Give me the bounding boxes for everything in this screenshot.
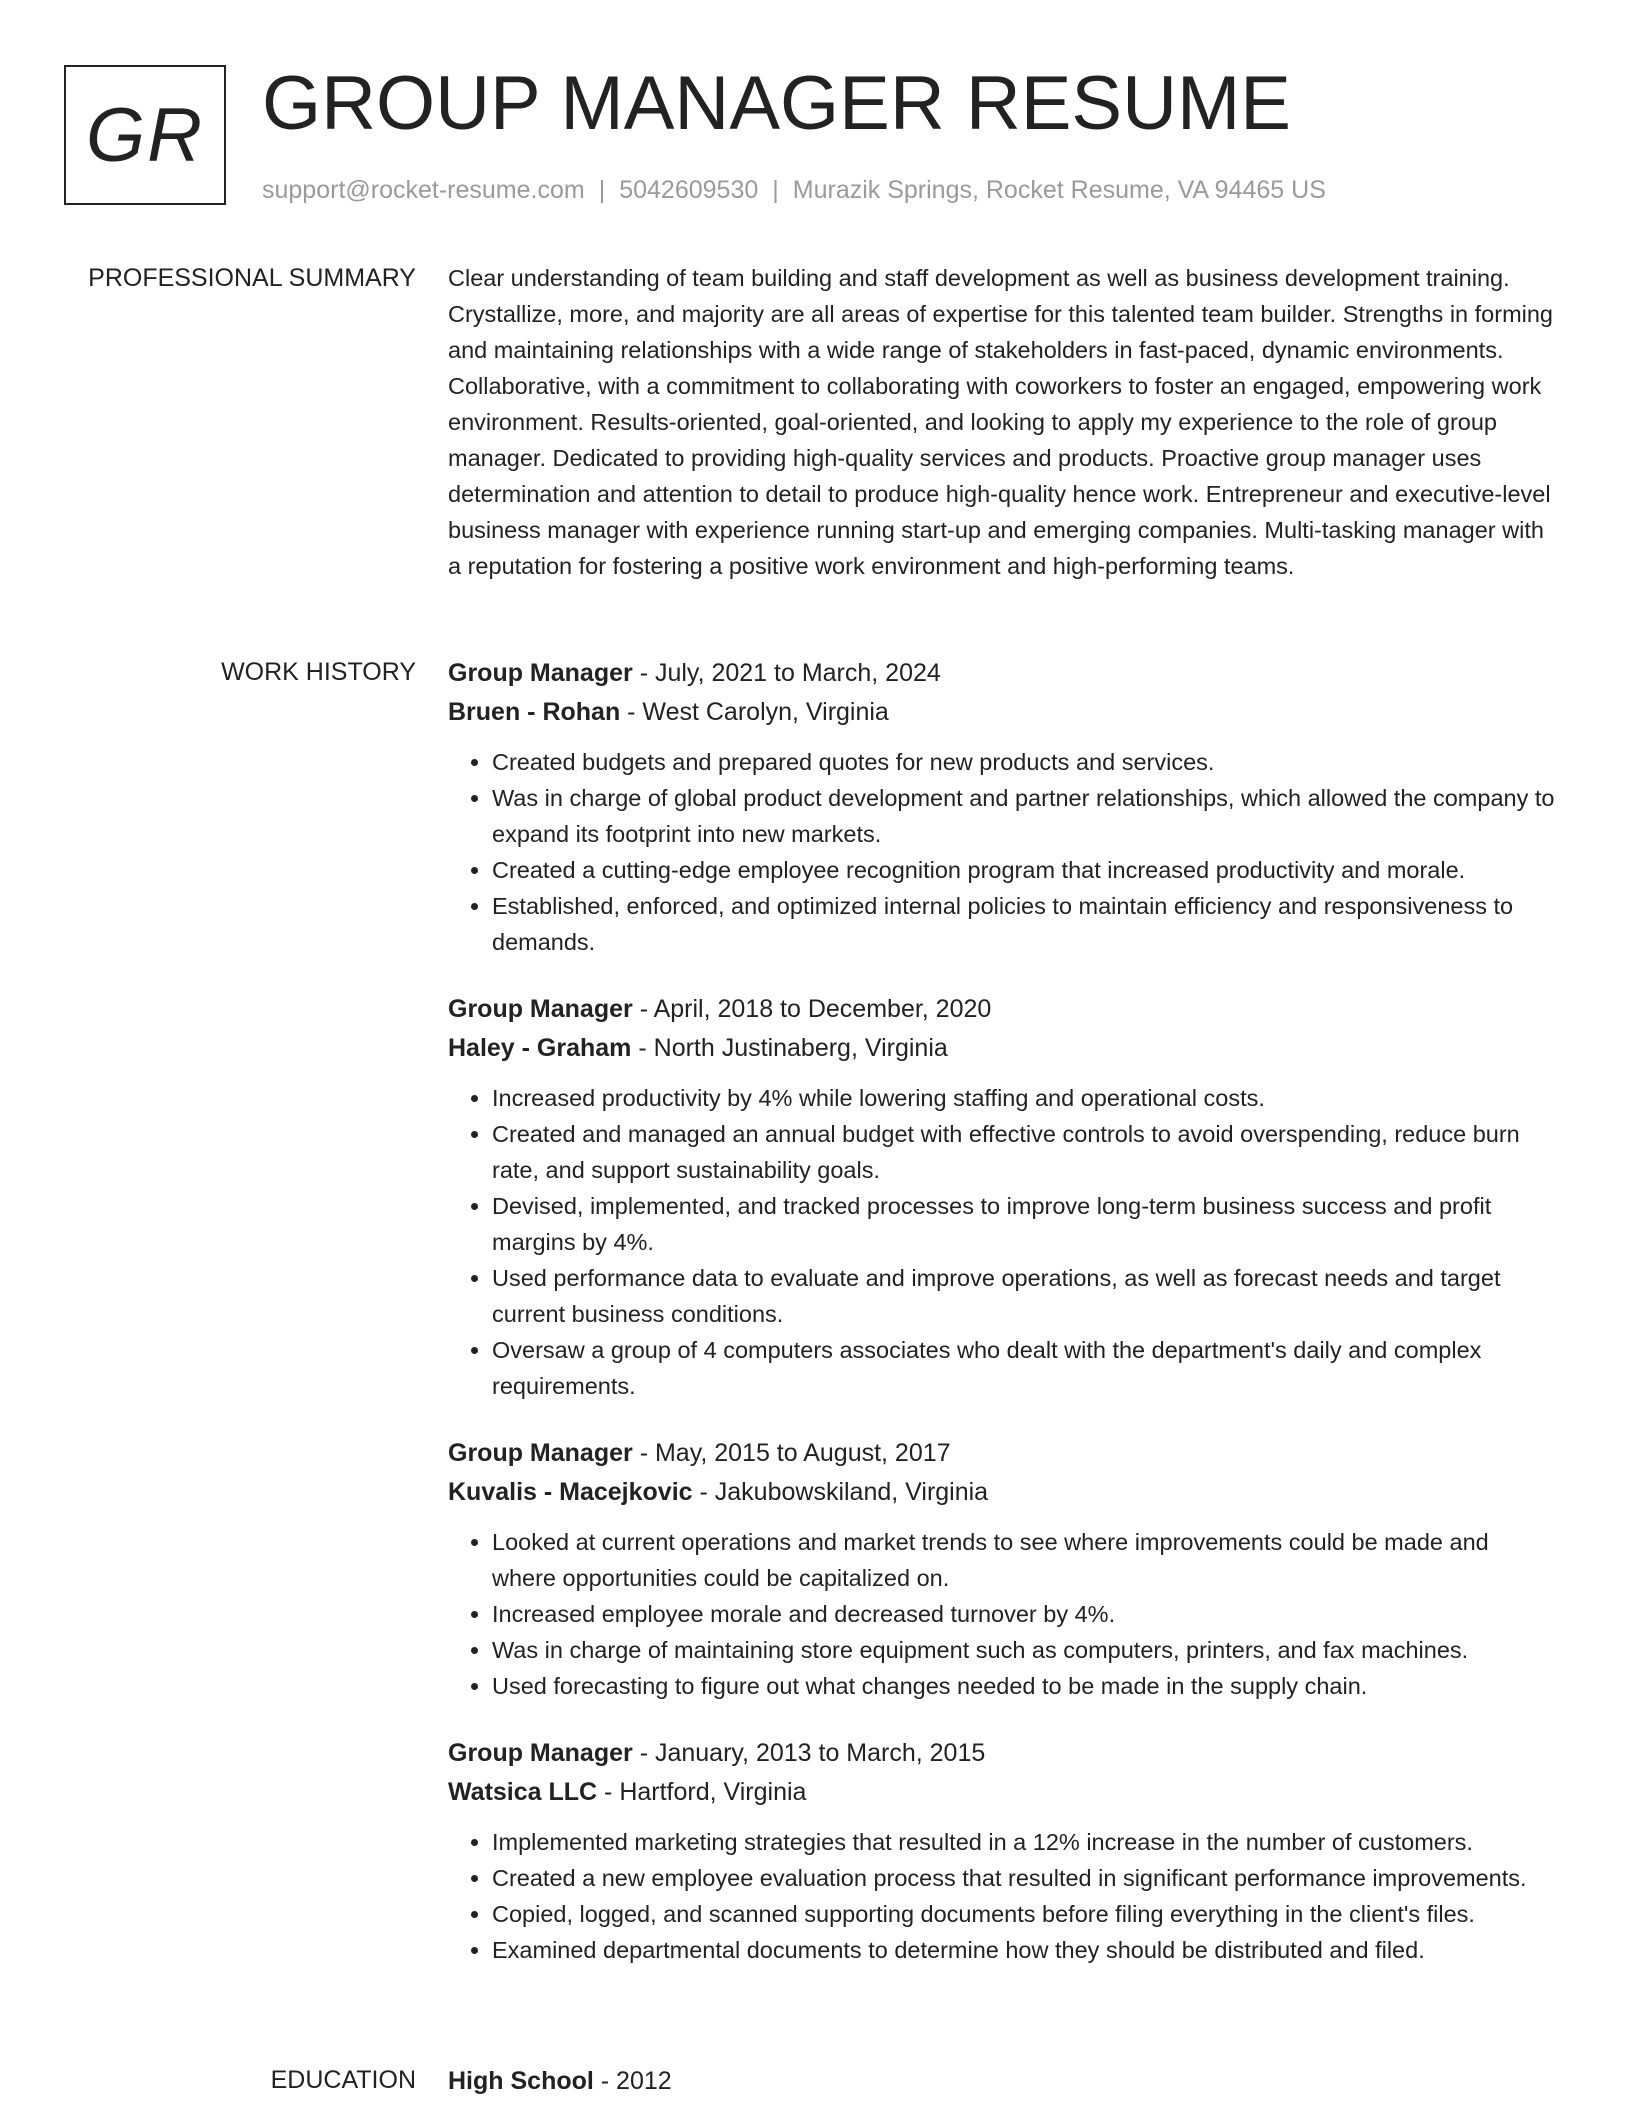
- contact-separator: |: [772, 176, 779, 204]
- contact-phone: 5042609530: [619, 176, 759, 204]
- job-bullets: [448, 1524, 1558, 1704]
- job-location: - West Carolyn, Virginia: [620, 698, 889, 726]
- job-bullet: • Created a cutting-edge employee recognition program that increased productivity and morale.: [492, 852, 1558, 888]
- work-history-body: [448, 654, 1558, 1998]
- summary-text: Clear understanding of team building and staff development as well as business development training. Crystallize, more, and majority are all areas of expertise for this talented team builder. Strengths in forming and maintaining relationships with a wide range of stakeholders in fast-paced, dynamic environments. Collaborative, with a commitment to collaborating with coworkers to foster an engaged, empowering work environment. Results-oriented, goal-oriented, and looking to apply my experience to the role of group manager. Dedicated to providing high-quality services and products. Proactive group manager uses determination and attention to detail to produce high-quality hence work. Entrepreneur and executive-level business manager with experience running start-up and emerging companies. Multi-tasking manager with a reputation for fostering a positive work environment and high-performing teams.: [448, 265, 1554, 579]
- job-title: Group Manager: [448, 1439, 633, 1467]
- job-title-line: [448, 654, 1558, 693]
- job-location: - Hartford, Virginia: [597, 1778, 807, 1806]
- job-company-line: [448, 1773, 1558, 1812]
- contact-separator: |: [598, 176, 606, 204]
- job-dates: - July, 2021 to March, 2024: [632, 659, 941, 687]
- work-history-heading: WORK HISTORY: [221, 658, 416, 686]
- job-entry: [448, 1734, 1558, 1968]
- job-bullet: • Established, enforced, and optimized internal policies to maintain efficiency and responsiveness to demands.: [492, 888, 1558, 960]
- job-bullet: • Looked at current operations and market trends to see where improvements could be made and where opportunities could be capitalized on.: [492, 1524, 1558, 1596]
- job-dates: - January, 2013 to March, 2015: [632, 1739, 986, 1767]
- contact-address: Murazik Springs, Rocket Resume, VA 94465 US: [792, 176, 1326, 204]
- education-year: - 2012: [593, 2067, 672, 2095]
- job-company-line: [448, 693, 1558, 732]
- job-title: Group Manager: [448, 659, 633, 687]
- job-bullets: [448, 744, 1558, 960]
- job-title: Group Manager: [448, 1739, 633, 1767]
- job-title-line: [448, 990, 1558, 1029]
- job-dates: - May, 2015 to August, 2017: [632, 1439, 951, 1467]
- job-bullets: [448, 1080, 1558, 1404]
- job-entry: [448, 654, 1558, 960]
- job-bullet: • Used forecasting to figure out what changes needed to be made in the supply chain.: [492, 1668, 1558, 1704]
- job-company: Kuvalis - Macejkovic: [448, 1478, 693, 1506]
- job-bullet: • Implemented marketing strategies that resulted in a 12% increase in the number of customers.: [492, 1824, 1558, 1860]
- job-location: - North Justinaberg, Virginia: [631, 1034, 948, 1062]
- initials-monogram: [64, 65, 226, 205]
- job-company: Bruen - Rohan: [448, 698, 621, 726]
- job-bullets: [448, 1824, 1558, 1968]
- job-bullet: • Copied, logged, and scanned supporting documents before filing everything in the client's files.: [492, 1896, 1558, 1932]
- summary-body: [448, 260, 1558, 584]
- initials-text: GR: [86, 92, 204, 178]
- job-bullet: • Examined departmental documents to determine how they should be distributed and filed.: [492, 1932, 1558, 1968]
- job-title-line: [448, 1734, 1558, 1773]
- job-dates: - April, 2018 to December, 2020: [632, 995, 992, 1023]
- education-body: [448, 2062, 1558, 2101]
- job-bullet: • Used performance data to evaluate and improve operations, as well as forecast needs and target current business conditions.: [492, 1260, 1558, 1332]
- job-entry: [448, 990, 1558, 1404]
- job-company-line: [448, 1029, 1558, 1068]
- job-bullet: • Was in charge of maintaining store equipment such as computers, printers, and fax machines.: [492, 1632, 1558, 1668]
- contact-email: support@rocket-resume.com: [262, 176, 585, 204]
- job-location: - Jakubowskiland, Virginia: [692, 1478, 989, 1506]
- job-bullet: • Increased employee morale and decreased turnover by 4%.: [492, 1596, 1558, 1632]
- education-line: [448, 2062, 1558, 2101]
- job-bullet: • Oversaw a group of 4 computers associates who dealt with the department's daily and complex requirements.: [492, 1332, 1558, 1404]
- job-bullet: • Devised, implemented, and tracked processes to improve long-term business success and profit margins by 4%.: [492, 1188, 1558, 1260]
- job-bullet: • Increased productivity by 4% while lowering staffing and operational costs.: [492, 1080, 1558, 1116]
- job-entry: [448, 1434, 1558, 1704]
- summary-heading: PROFESSIONAL SUMMARY: [88, 264, 416, 292]
- job-bullet: • Created and managed an annual budget with effective controls to avoid overspending, reduce burn rate, and support sustainability goals.: [492, 1116, 1558, 1188]
- job-bullet: • Was in charge of global product development and partner relationships, which allowed the company to expand its footprint into new markets.: [492, 780, 1558, 852]
- job-bullet: • Created a new employee evaluation process that resulted in significant performance improvements.: [492, 1860, 1558, 1896]
- contact-line: [262, 176, 1326, 205]
- education-degree: High School: [448, 2067, 594, 2095]
- job-company: Haley - Graham: [448, 1034, 632, 1062]
- resume-title: GROUP MANAGER RESUME: [262, 61, 1291, 146]
- education-heading: EDUCATION: [270, 2066, 416, 2094]
- job-title-line: [448, 1434, 1558, 1473]
- job-company: Watsica LLC: [448, 1778, 598, 1806]
- job-bullet: • Created budgets and prepared quotes for new products and services.: [492, 744, 1558, 780]
- job-company-line: [448, 1473, 1558, 1512]
- job-title: Group Manager: [448, 995, 633, 1023]
